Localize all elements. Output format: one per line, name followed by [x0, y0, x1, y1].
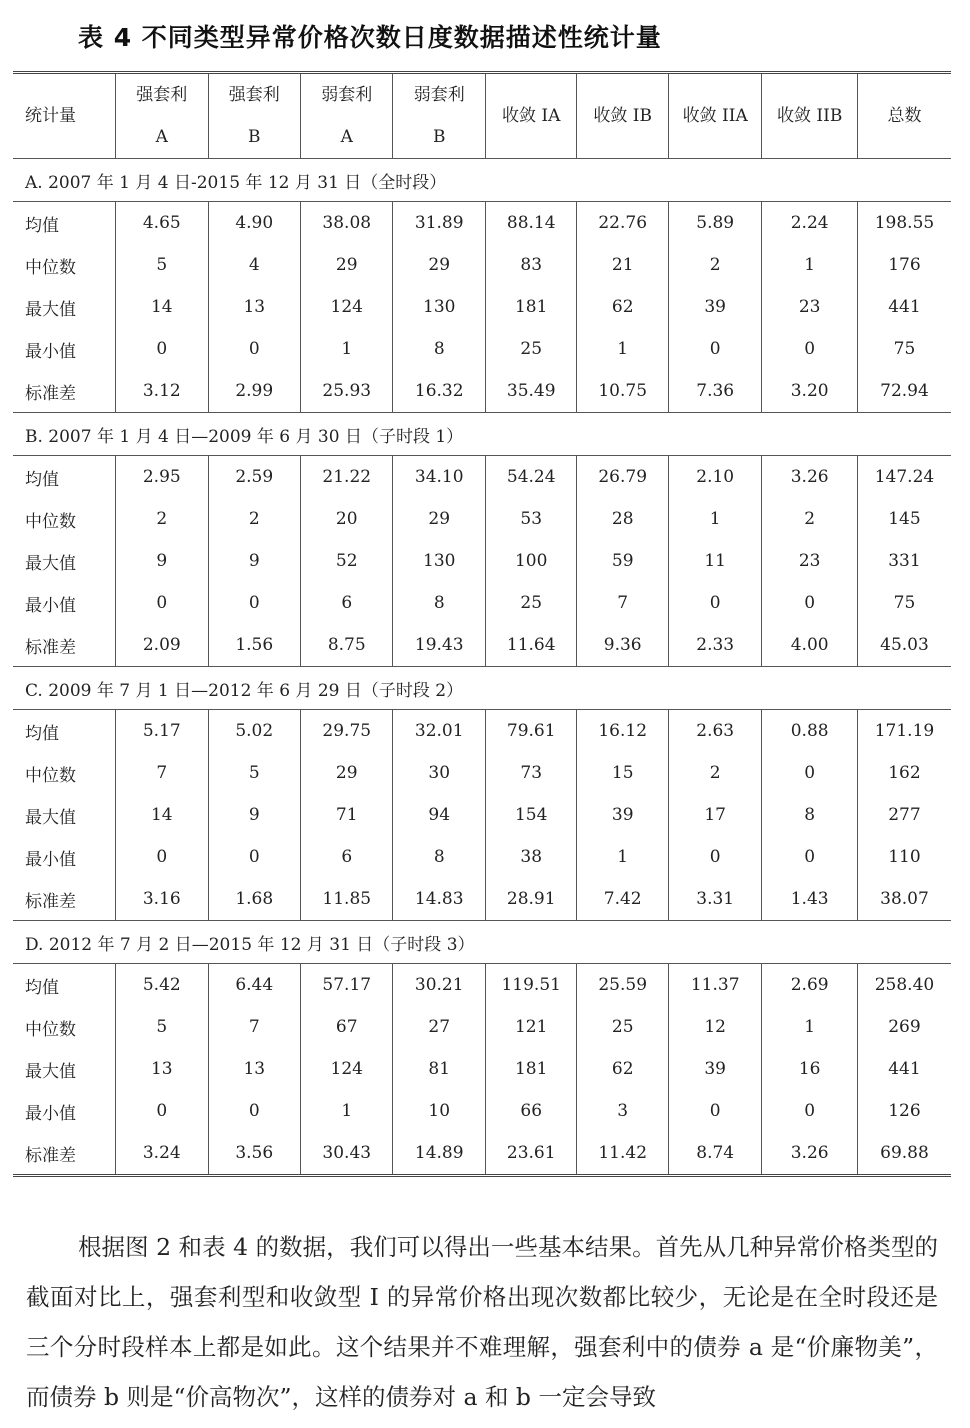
table-cell: 12 [668, 1006, 761, 1048]
table-row [13, 794, 951, 836]
table-cell: 5.17 [116, 710, 208, 753]
table-cell: 2.24 [762, 202, 858, 245]
table-cell: 9 [208, 540, 300, 582]
table-cell: 0 [116, 1090, 208, 1132]
table-cell: 124 [301, 286, 393, 328]
table-cell: 130 [393, 286, 485, 328]
table-cell: 25.59 [577, 964, 668, 1007]
table-cell: 4.00 [762, 624, 858, 667]
table-cell: 130 [393, 540, 485, 582]
table-cell: 11 [668, 540, 761, 582]
table-cell: 35.49 [485, 370, 576, 413]
table-cell: 2.63 [668, 710, 761, 753]
table-cell: 66 [485, 1090, 576, 1132]
table-cell: 8 [393, 836, 485, 878]
table-cell: 6 [301, 582, 393, 624]
table-cell: 8.74 [668, 1132, 761, 1176]
header-col-5 [577, 73, 668, 159]
stat-label: 最小值 [13, 836, 116, 878]
table-cell: 7 [208, 1006, 300, 1048]
table-cell: 147.24 [874, 467, 935, 487]
table-cell: 2.69 [762, 964, 858, 1007]
table-row [13, 752, 951, 794]
header-col-text: 强套利 [228, 85, 280, 105]
stat-label: 中位数 [13, 752, 116, 794]
table-cell: 0 [116, 836, 208, 878]
table-cell: 25.93 [301, 370, 393, 413]
table-header-row [13, 73, 951, 159]
table-cell: 1 [301, 1090, 393, 1132]
table-cell: 4.65 [116, 202, 208, 245]
table-cell: 17 [668, 794, 761, 836]
table-cell: 29 [393, 244, 485, 286]
table-cell: 0 [208, 836, 300, 878]
table-row [13, 1048, 951, 1090]
table-cell: 3.31 [668, 878, 761, 921]
table-cell: 258.40 [874, 975, 935, 995]
table-cell: 1.56 [208, 624, 300, 667]
table-cell: 23 [762, 540, 858, 582]
section-header-row [13, 667, 951, 710]
table-cell: 126 [888, 1101, 921, 1121]
table-cell: 9.36 [577, 624, 668, 667]
table-cell: 2.33 [668, 624, 761, 667]
table-cell: 5.42 [116, 964, 208, 1007]
table-cell: 39 [577, 794, 668, 836]
header-col-8 [857, 73, 951, 159]
table-cell: 5 [208, 752, 300, 794]
table-row [13, 202, 951, 245]
table-cell: 7 [577, 582, 668, 624]
table-cell: 23 [762, 286, 858, 328]
body-paragraph [26, 1222, 938, 1422]
table-cell: 6 [301, 836, 393, 878]
table-cell: 13 [208, 286, 300, 328]
table-cell: 29 [301, 244, 393, 286]
table-cell: 59 [577, 540, 668, 582]
table-cell: 29.75 [301, 710, 393, 753]
table-cell: 119.51 [485, 964, 576, 1007]
table-cell: 30.43 [301, 1132, 393, 1176]
table-cell: 39 [668, 286, 761, 328]
table-cell: 38 [485, 836, 576, 878]
table-cell: 2.10 [668, 456, 761, 499]
table-cell: 2 [208, 498, 300, 540]
table-cell: 277 [888, 805, 921, 825]
table-cell: 2 [668, 752, 761, 794]
table-cell: 5.02 [208, 710, 300, 753]
table-cell: 31.89 [393, 202, 485, 245]
header-col-text: 收敛 IIA [682, 106, 748, 126]
table-row [13, 836, 951, 878]
table-cell: 2.95 [116, 456, 208, 499]
paragraph-text: 根据图 2 和表 4 的数据，我们可以得出一些基本结果。首先从几种异常价格类型的截面对比上，强套利型和收敛型 I 的异常价格出现次数都比较少，无论是在全时段还是三个分时段样本上都是如此。这个结果并不难理解，强套利中的债券 a 是“价廉物美”，而债券 b 则是“价高物次”，这样的债券对 a 和 b 一定会导致 [26, 1233, 938, 1411]
table-cell: 154 [485, 794, 576, 836]
table-row [13, 964, 951, 1007]
table-cell: 8 [762, 794, 858, 836]
table-cell: 181 [485, 286, 576, 328]
stat-label: 标准差 [13, 370, 116, 413]
table-cell: 331 [888, 551, 921, 571]
table-cell: 10.75 [577, 370, 668, 413]
table-cell: 79.61 [485, 710, 576, 753]
table-cell: 30 [393, 752, 485, 794]
table-cell: 3.26 [762, 456, 858, 499]
table-cell: 2.59 [208, 456, 300, 499]
table-cell: 171.19 [874, 721, 935, 741]
header-col-text: A [155, 127, 168, 147]
table-cell: 1.43 [762, 878, 858, 921]
table-row [13, 456, 951, 499]
table-cell: 3.12 [116, 370, 208, 413]
table-cell: 1 [577, 328, 668, 370]
header-col-6 [668, 73, 761, 159]
table-cell: 13 [116, 1048, 208, 1090]
table-cell: 14.89 [393, 1132, 485, 1176]
section-label: B. 2007 年 1 月 4 日—2009 年 6 月 30 日（子时段 1） [13, 413, 951, 456]
table-cell: 121 [485, 1006, 576, 1048]
section-header-row [13, 921, 951, 964]
table-cell: 0 [208, 582, 300, 624]
table-cell: 0 [762, 836, 858, 878]
table-cell: 4 [208, 244, 300, 286]
table-cell: 53 [485, 498, 576, 540]
table-cell: 83 [485, 244, 576, 286]
table-cell: 0 [208, 328, 300, 370]
table-row [13, 328, 951, 370]
table-cell: 69.88 [880, 1143, 929, 1163]
table-cell: 11.64 [485, 624, 576, 667]
table-cell: 0 [668, 328, 761, 370]
table-cell: 38.07 [880, 889, 929, 909]
table-cell: 19.43 [393, 624, 485, 667]
header-col-text: 总数 [887, 106, 922, 126]
table-cell: 9 [208, 794, 300, 836]
table-cell: 29 [393, 498, 485, 540]
table-cell: 1 [762, 1006, 858, 1048]
table-cell: 441 [888, 297, 921, 317]
table-cell: 25 [485, 328, 576, 370]
stat-label: 中位数 [13, 244, 116, 286]
table-cell: 4.90 [208, 202, 300, 245]
section-label: C. 2009 年 7 月 1 日—2012 年 6 月 29 日（子时段 2） [13, 667, 951, 710]
table-cell: 0 [762, 752, 858, 794]
table-cell: 72.94 [880, 381, 929, 401]
stat-label: 最小值 [13, 328, 116, 370]
table-cell: 8.75 [301, 624, 393, 667]
section-header-row [13, 159, 951, 202]
stat-label: 标准差 [13, 624, 116, 667]
table-cell: 0 [668, 1090, 761, 1132]
table-cell: 28 [577, 498, 668, 540]
table-cell: 9 [116, 540, 208, 582]
table-cell: 14 [116, 794, 208, 836]
stat-label: 最小值 [13, 582, 116, 624]
stat-label: 最大值 [13, 794, 116, 836]
table-cell: 26.79 [577, 456, 668, 499]
table-cell: 14.83 [393, 878, 485, 921]
table-row [13, 1006, 951, 1048]
table-cell: 2 [762, 498, 858, 540]
stat-label: 标准差 [13, 878, 116, 921]
stat-label: 标准差 [13, 1132, 116, 1176]
table-cell: 7.36 [668, 370, 761, 413]
table-cell: 3 [577, 1090, 668, 1132]
header-col-2 [301, 73, 393, 159]
table-cell: 1 [301, 328, 393, 370]
table-cell: 0 [116, 328, 208, 370]
table-cell: 11.85 [301, 878, 393, 921]
table-cell: 2 [116, 498, 208, 540]
table-row [13, 624, 951, 667]
table-cell: 7 [116, 752, 208, 794]
table-cell: 2 [668, 244, 761, 286]
table-cell: 30.21 [393, 964, 485, 1007]
table-cell: 29 [301, 752, 393, 794]
table-cell: 38.08 [301, 202, 393, 245]
table-cell: 0 [116, 582, 208, 624]
header-col-text: A [340, 127, 353, 147]
table-cell: 25 [485, 582, 576, 624]
header-col-7 [762, 73, 858, 159]
header-col-text: 弱套利 [321, 85, 373, 105]
header-col-text: 收敛 IA [502, 106, 561, 126]
stat-label: 均值 [13, 964, 116, 1007]
table-cell: 110 [888, 847, 921, 867]
table-body [13, 159, 951, 1176]
table-cell: 5 [116, 244, 208, 286]
table-cell: 57.17 [301, 964, 393, 1007]
table-row [13, 582, 951, 624]
table-cell: 54.24 [485, 456, 576, 499]
table-cell: 21.22 [301, 456, 393, 499]
stat-label: 均值 [13, 710, 116, 753]
table-cell: 34.10 [393, 456, 485, 499]
table-cell: 145 [888, 509, 921, 529]
table-cell: 45.03 [880, 635, 929, 655]
stat-label: 最大值 [13, 540, 116, 582]
table-cell: 52 [301, 540, 393, 582]
table-cell: 198.55 [874, 213, 935, 233]
table-cell: 5.89 [668, 202, 761, 245]
header-col-text: 强套利 [136, 85, 188, 105]
table-cell: 16 [762, 1048, 858, 1090]
table-cell: 11.37 [668, 964, 761, 1007]
table-cell: 73 [485, 752, 576, 794]
table-cell: 3.20 [762, 370, 858, 413]
table-cell: 16.12 [577, 710, 668, 753]
header-col-1 [208, 73, 300, 159]
table-cell: 14 [116, 286, 208, 328]
table-cell: 8 [393, 328, 485, 370]
table-cell: 3.26 [762, 1132, 858, 1176]
section-label: D. 2012 年 7 月 2 日—2015 年 12 月 31 日（子时段 3） [13, 921, 951, 964]
stat-label: 最小值 [13, 1090, 116, 1132]
table-cell: 8 [393, 582, 485, 624]
table-cell: 2.99 [208, 370, 300, 413]
table-cell: 62 [577, 1048, 668, 1090]
table-cell: 3.24 [116, 1132, 208, 1176]
table-cell: 0 [668, 582, 761, 624]
table-row [13, 1132, 951, 1176]
table-cell: 32.01 [393, 710, 485, 753]
table-row [13, 1090, 951, 1132]
table-cell: 100 [485, 540, 576, 582]
table-row [13, 286, 951, 328]
table-cell: 15 [577, 752, 668, 794]
table-cell: 0 [208, 1090, 300, 1132]
header-col-text: B [432, 127, 446, 147]
table-row [13, 710, 951, 753]
stat-label: 均值 [13, 202, 116, 245]
table-cell: 67 [301, 1006, 393, 1048]
table-cell: 3.16 [116, 878, 208, 921]
table-cell: 0 [762, 582, 858, 624]
table-cell: 13 [208, 1048, 300, 1090]
table-cell: 22.76 [577, 202, 668, 245]
header-col-4 [485, 73, 576, 159]
header-col-text: 收敛 IB [593, 106, 652, 126]
table-cell: 28.91 [485, 878, 576, 921]
table-cell: 81 [393, 1048, 485, 1090]
table-row [13, 370, 951, 413]
table-cell: 6.44 [208, 964, 300, 1007]
table-cell: 0.88 [762, 710, 858, 753]
table-cell: 1 [762, 244, 858, 286]
table-cell: 75 [893, 339, 916, 359]
table-cell: 10 [393, 1090, 485, 1132]
table-cell: 2.09 [116, 624, 208, 667]
table-cell: 3.56 [208, 1132, 300, 1176]
table-cell: 0 [762, 1090, 858, 1132]
table-cell: 176 [888, 255, 921, 275]
table-cell: 88.14 [485, 202, 576, 245]
table-cell: 181 [485, 1048, 576, 1090]
stat-label: 均值 [13, 456, 116, 499]
header-col-text: 收敛 IIB [777, 106, 843, 126]
table-row [13, 540, 951, 582]
table-cell: 1.68 [208, 878, 300, 921]
table-cell: 75 [893, 593, 916, 613]
table-cell: 62 [577, 286, 668, 328]
table-cell: 0 [762, 328, 858, 370]
table-cell: 25 [577, 1006, 668, 1048]
table-cell: 71 [301, 794, 393, 836]
table-cell: 20 [301, 498, 393, 540]
section-header-row [13, 413, 951, 456]
table-cell: 11.42 [577, 1132, 668, 1176]
table-cell: 0 [668, 836, 761, 878]
header-col-text: 弱套利 [413, 85, 465, 105]
table-cell: 39 [668, 1048, 761, 1090]
table-cell: 23.61 [485, 1132, 576, 1176]
table-cell: 124 [301, 1048, 393, 1090]
table-row [13, 878, 951, 921]
table-cell: 1 [668, 498, 761, 540]
table-title: 表 4 不同类型异常价格次数日度数据描述性统计量 [78, 23, 662, 52]
table-cell: 441 [888, 1059, 921, 1079]
table-cell: 21 [577, 244, 668, 286]
stat-label: 最大值 [13, 1048, 116, 1090]
table-row [13, 244, 951, 286]
table-cell: 27 [393, 1006, 485, 1048]
statistics-table [13, 71, 951, 1177]
table-cell: 16.32 [393, 370, 485, 413]
stat-label: 中位数 [13, 498, 116, 540]
table-cell: 162 [888, 763, 921, 783]
stat-label: 最大值 [13, 286, 116, 328]
section-label: A. 2007 年 1 月 4 日-2015 年 12 月 31 日（全时段） [13, 159, 951, 202]
table-cell: 5 [116, 1006, 208, 1048]
table-row [13, 498, 951, 540]
header-col-text: B [248, 127, 261, 147]
header-col-0 [116, 73, 208, 159]
table-cell: 7.42 [577, 878, 668, 921]
table-cell: 94 [393, 794, 485, 836]
header-stat: 统计量 [13, 73, 116, 159]
table-cell: 269 [888, 1017, 921, 1037]
header-col-3 [393, 73, 485, 159]
table-cell: 1 [577, 836, 668, 878]
stat-label: 中位数 [13, 1006, 116, 1048]
